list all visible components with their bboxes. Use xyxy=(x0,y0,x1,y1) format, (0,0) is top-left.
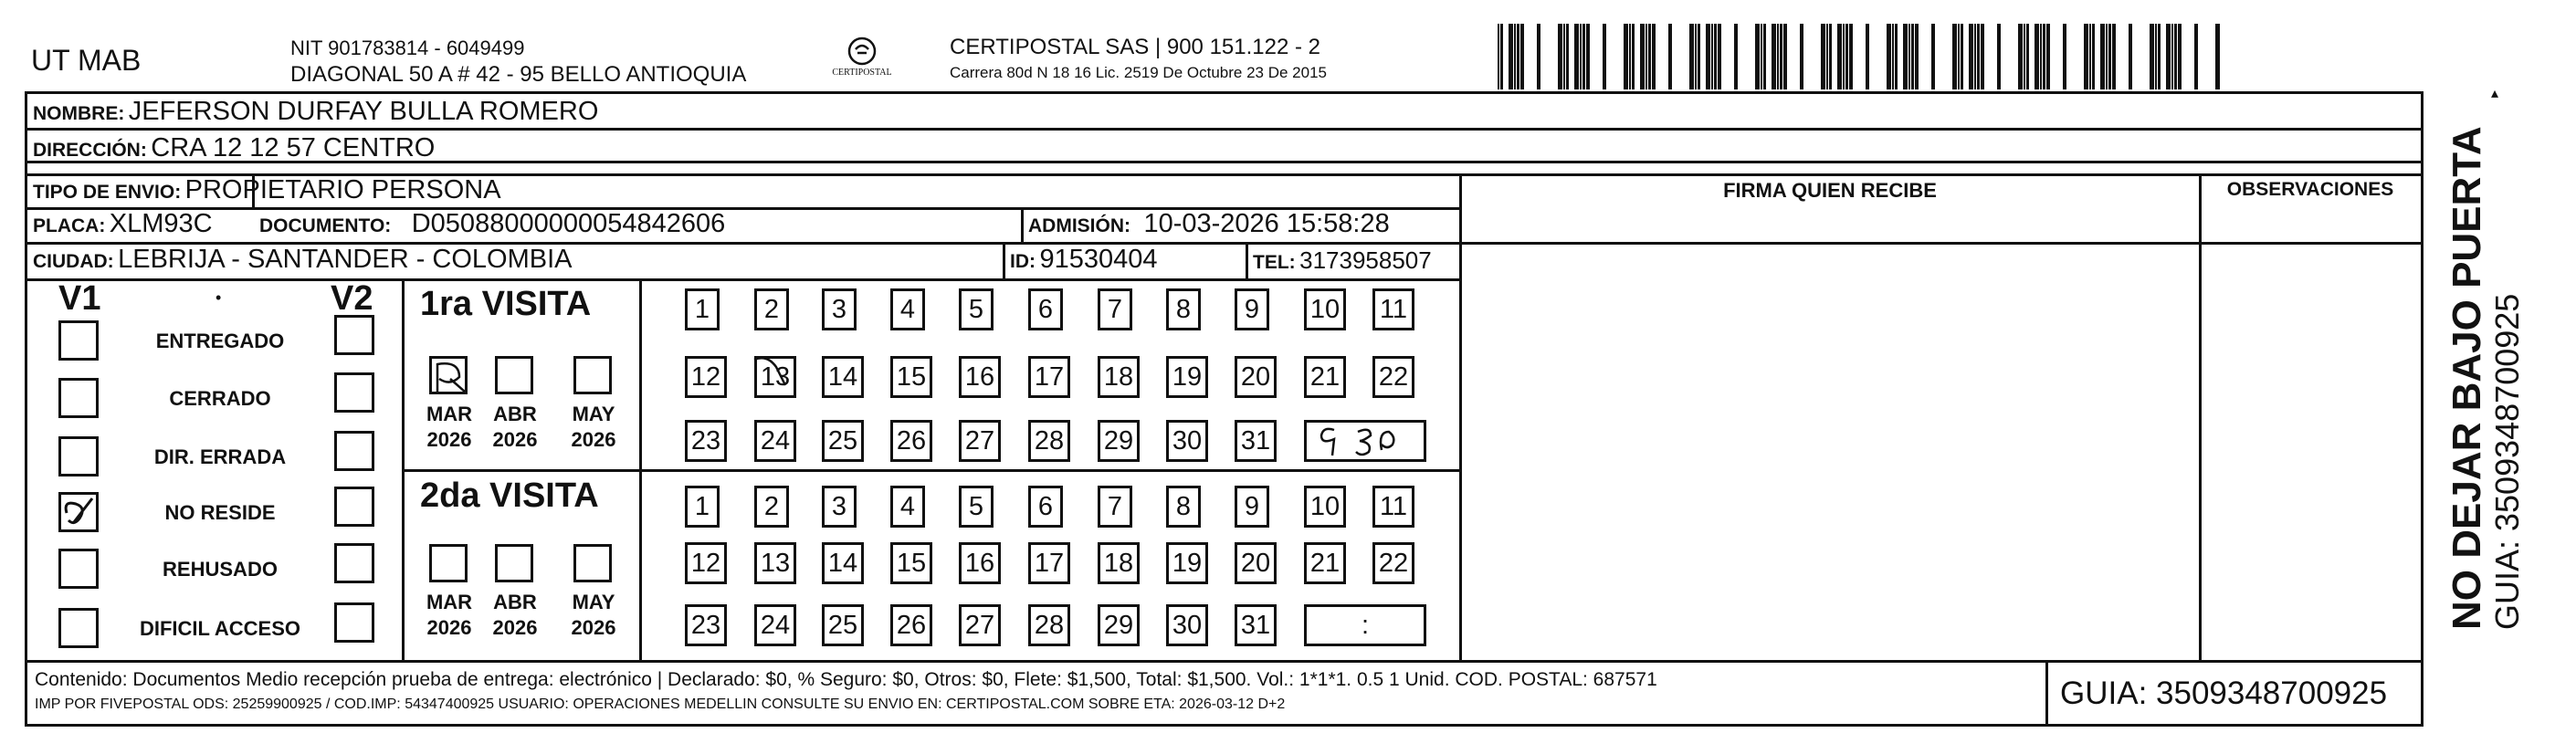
option-label-rehusado: REHUSADO xyxy=(163,558,278,581)
first-visit-day-5[interactable]: 5 xyxy=(959,288,994,330)
barcode-bar xyxy=(1603,24,1606,89)
firma-label: FIRMA QUIEN RECIBE xyxy=(1723,179,1937,202)
barcode-bar xyxy=(2150,24,2154,89)
barcode-bar xyxy=(2108,24,2111,89)
barcode-bar xyxy=(1849,24,1853,89)
second-visit-month-box[interactable] xyxy=(495,544,533,582)
first-visit-month-label: MAR 2026 xyxy=(426,403,473,451)
barcode-bar xyxy=(2106,24,2108,89)
first-visit-month-label: MAY 2026 xyxy=(571,403,616,451)
barcode-bar xyxy=(2100,24,2105,89)
barcode-bar xyxy=(2018,24,2023,89)
barcode-bar xyxy=(2112,24,2116,89)
footer-impresion: IMP POR FIVEPOSTAL ODS: 25259900925 / COD.IMP: 54347400925 USUARIO: OPERACIONES MEDELLIN CONSULTE SU ENVIO EN: CERTIPOSTAL.COM SOBRE ETA: 2026-03-12 D+2 xyxy=(35,696,1286,712)
second-visit-day-29[interactable]: 29 xyxy=(1098,604,1140,646)
first-visit-day-20[interactable]: 20 xyxy=(1235,356,1277,398)
barcode-bar xyxy=(1640,24,1645,89)
barcode-bar xyxy=(1780,24,1782,89)
second-visit-day-31[interactable]: 31 xyxy=(1235,604,1277,646)
first-visit-day-6[interactable]: 6 xyxy=(1028,288,1063,330)
v2-checkbox-cerrado[interactable] xyxy=(334,372,374,413)
barcode-bar xyxy=(2035,24,2039,89)
second-visit-month-label: ABR 2026 xyxy=(492,591,538,639)
barcode-bar xyxy=(2092,24,2095,89)
barcode-bar xyxy=(1500,24,1503,89)
barcode-bar xyxy=(1887,24,1891,89)
second-visit-day-2[interactable]: 2 xyxy=(754,486,789,528)
second-visit-day-17[interactable]: 17 xyxy=(1028,542,1070,584)
tel-row xyxy=(1253,246,1432,275)
courier-name: CERTIPOSTAL SAS | 900 151.122 - 2 xyxy=(950,35,1320,59)
barcode-bar xyxy=(2178,24,2182,89)
second-visit-time-box[interactable]: : xyxy=(1304,604,1426,646)
id-value: 91530404 xyxy=(1039,245,1158,274)
barcode-bar xyxy=(1903,24,1908,89)
first-visit-day-28[interactable]: 28 xyxy=(1028,420,1070,462)
barcode-bar xyxy=(1845,24,1848,89)
second-visit-day-7[interactable]: 7 xyxy=(1098,486,1132,528)
first-visit-day-17[interactable]: 17 xyxy=(1028,356,1070,398)
barcode-bar xyxy=(1514,24,1516,89)
second-visit-day-9[interactable]: 9 xyxy=(1235,486,1269,528)
first-visit-day-8[interactable]: 8 xyxy=(1166,288,1201,330)
barcode-bar xyxy=(1711,24,1713,89)
second-visit-day-30[interactable]: 30 xyxy=(1166,604,1208,646)
barcode-bar xyxy=(1509,24,1513,89)
v2-checkbox-dir-errada[interactable] xyxy=(334,431,374,471)
first-visit-day-2[interactable]: 2 xyxy=(754,288,789,330)
v2-checkbox-rehusado[interactable] xyxy=(334,543,374,583)
second-visit-day-24[interactable]: 24 xyxy=(754,604,796,646)
barcode-bar xyxy=(1520,24,1524,89)
first-visit-month-label: ABR 2026 xyxy=(492,403,538,451)
first-visit-day-16[interactable]: 16 xyxy=(959,356,1001,398)
barcode-bar xyxy=(2166,24,2171,89)
first-visit-day-13[interactable]: 13 xyxy=(754,356,796,398)
option-label-dificil-acceso: DIFICIL ACCESO xyxy=(139,617,300,640)
barcode-bar xyxy=(1706,24,1710,89)
admision-row xyxy=(1028,209,1390,239)
first-visit-day-10[interactable]: 10 xyxy=(1304,288,1346,330)
barcode xyxy=(1498,24,2228,89)
barcode-bar xyxy=(1580,24,1582,89)
second-visit-month-box[interactable] xyxy=(573,544,612,582)
admision-value: 10-03-2026 15:58:28 xyxy=(1143,209,1390,238)
barcode-bar xyxy=(1763,24,1766,89)
v1-checkbox-no-reside[interactable] xyxy=(58,492,99,532)
barcode-bar xyxy=(1772,24,1776,89)
documento-value: D05088000000054842606 xyxy=(411,209,726,238)
barcode-bar xyxy=(1668,24,1672,89)
v2-checkbox-no-reside[interactable] xyxy=(334,487,374,527)
logo-text: CERTIPOSTAL xyxy=(832,68,892,78)
second-visit-title: 2da VISITA xyxy=(420,476,599,515)
barcode-bar xyxy=(1915,24,1919,89)
barcode-bar xyxy=(1755,24,1760,89)
barcode-bar xyxy=(1574,24,1579,89)
first-visit-day-12[interactable]: 12 xyxy=(685,356,727,398)
first-visit-day-25[interactable]: 25 xyxy=(822,420,864,462)
barcode-bar xyxy=(1931,24,1935,89)
handwritten-time-icon xyxy=(1307,423,1424,459)
admision-label: ADMISIÓN: xyxy=(1028,215,1130,236)
barcode-bar xyxy=(1958,24,1960,89)
first-visit-day-26[interactable]: 26 xyxy=(890,420,932,462)
first-visit-time-box[interactable] xyxy=(1304,420,1426,462)
barcode-bar xyxy=(2043,24,2045,89)
barcode-bar xyxy=(1761,24,1762,89)
v2-label: V2 xyxy=(331,279,373,318)
first-visit-day-15[interactable]: 15 xyxy=(890,356,932,398)
first-visit-day-14[interactable]: 14 xyxy=(822,356,864,398)
side-warning xyxy=(2445,126,2526,630)
second-visit-day-23[interactable]: 23 xyxy=(685,604,727,646)
barcode-bar xyxy=(1558,24,1562,89)
barcode-bar xyxy=(1629,24,1631,89)
nombre-row xyxy=(33,97,598,127)
id-row xyxy=(1010,245,1157,275)
first-visit-day-4[interactable]: 4 xyxy=(890,288,925,330)
tipo-row xyxy=(33,175,501,205)
second-visit-day-26[interactable]: 26 xyxy=(890,604,932,646)
second-visit-day-15[interactable]: 15 xyxy=(890,542,932,584)
ciudad-row xyxy=(33,245,573,275)
barcode-bar xyxy=(1961,24,1963,89)
first-visit-day-7[interactable]: 7 xyxy=(1098,288,1132,330)
barcode-bar xyxy=(1908,24,1910,89)
barcode-bar xyxy=(1645,24,1647,89)
v1-checkbox-dir-errada[interactable] xyxy=(58,436,99,476)
placa-value: XLM93C xyxy=(109,209,213,238)
barcode-bar xyxy=(1698,24,1700,89)
second-visit-day-18[interactable]: 18 xyxy=(1098,542,1140,584)
barcode-bar xyxy=(1586,24,1590,89)
option-label-entregado: ENTREGADO xyxy=(155,330,285,352)
barcode-bar xyxy=(1892,24,1894,89)
second-visit-day-28[interactable]: 28 xyxy=(1028,604,1070,646)
barcode-bar xyxy=(1734,24,1738,89)
second-visit-day-19[interactable]: 19 xyxy=(1166,542,1208,584)
barcode-bar xyxy=(2215,24,2220,89)
second-visit-day-16[interactable]: 16 xyxy=(959,542,1001,584)
courier-logo xyxy=(817,35,907,86)
tipo-label: TIPO DE ENVIO: xyxy=(33,182,182,203)
id-label: ID: xyxy=(1010,251,1036,272)
barcode-bar xyxy=(1974,24,1976,89)
barcode-bar xyxy=(1624,24,1628,89)
barcode-bar xyxy=(1714,24,1717,89)
barcode-bar xyxy=(1829,24,1832,89)
barcode-bar xyxy=(1826,24,1828,89)
v1-label: V1 xyxy=(58,279,101,318)
handwritten-mark-icon xyxy=(432,359,468,395)
barcode-bar xyxy=(2084,24,2088,89)
second-visit-day-13[interactable]: 13 xyxy=(754,542,796,584)
first-visit-day-1[interactable]: 1 xyxy=(685,288,720,330)
second-visit-day-8[interactable]: 8 xyxy=(1166,486,1201,528)
option-label-dir-errada: DIR. ERRADA xyxy=(153,445,287,468)
barcode-bar xyxy=(1689,24,1694,89)
second-visit-day-27[interactable]: 27 xyxy=(959,604,1001,646)
placa-label: PLACA: xyxy=(33,215,106,236)
barcode-bar xyxy=(1843,24,1845,89)
first-visit-day-9[interactable]: 9 xyxy=(1235,288,1269,330)
corner-mark: ▴ xyxy=(2491,86,2499,101)
second-visit-day-21[interactable]: 21 xyxy=(1304,542,1346,584)
sender-address: DIAGONAL 50 A # 42 - 95 BELLO ANTIOQUIA xyxy=(290,62,747,87)
first-visit-day-11[interactable]: 11 xyxy=(1372,288,1414,330)
barcode-bar xyxy=(1718,24,1721,89)
first-visit-title: 1ra VISITA xyxy=(420,285,592,323)
side-guia: GUIA: 3509348700925 xyxy=(2488,293,2526,630)
barcode-bar xyxy=(1821,24,1825,89)
side-title: NO DEJAR BAJO PUERTA xyxy=(2445,126,2489,630)
barcode-bar xyxy=(2024,24,2025,89)
barcode-bar xyxy=(1952,24,1957,89)
v1-checkbox-cerrado[interactable] xyxy=(58,378,99,418)
second-visit-day-22[interactable]: 22 xyxy=(1372,542,1414,584)
first-visit-day-24[interactable]: 24 xyxy=(754,420,796,462)
first-visit-day-30[interactable]: 30 xyxy=(1166,420,1208,462)
v1-checkbox-rehusado[interactable] xyxy=(58,549,99,589)
second-visit-month-label: MAY 2026 xyxy=(571,591,616,639)
placa-row xyxy=(33,209,213,239)
barcode-bar xyxy=(2194,24,2198,89)
observaciones-label: OBSERVACIONES xyxy=(2226,179,2394,200)
v2-checkbox-entregado[interactable] xyxy=(334,315,374,355)
barcode-bar xyxy=(2174,24,2177,89)
first-visit-day-19[interactable]: 19 xyxy=(1166,356,1208,398)
documento-row xyxy=(259,209,725,239)
tipo-value: PROPIETARIO PERSONA xyxy=(184,175,501,204)
barcode-bar xyxy=(1632,24,1635,89)
barcode-bar xyxy=(2171,24,2173,89)
barcode-bar xyxy=(1981,24,1984,89)
check-mark-icon xyxy=(61,495,96,529)
second-visit-day-6[interactable]: 6 xyxy=(1028,486,1063,528)
direccion-row xyxy=(33,133,435,163)
barcode-bar xyxy=(1911,24,1914,89)
barcode-bar xyxy=(1537,24,1540,89)
barcode-bar xyxy=(1695,24,1697,89)
ciudad-value: LEBRIJA - SANTANDER - COLOMBIA xyxy=(118,245,573,274)
first-visit-day-31[interactable]: 31 xyxy=(1235,420,1277,462)
second-visit-day-10[interactable]: 10 xyxy=(1304,486,1346,528)
v1-checkbox-entregado[interactable] xyxy=(58,320,99,361)
first-visit-day-22[interactable]: 22 xyxy=(1372,356,1414,398)
first-visit-day-21[interactable]: 21 xyxy=(1304,356,1346,398)
courier-address: Carrera 80d N 18 16 Lic. 2519 De Octubre 23 De 2015 xyxy=(950,64,1327,81)
barcode-bar xyxy=(1648,24,1651,89)
first-visit-month-box[interactable] xyxy=(429,356,468,394)
barcode-bar xyxy=(2158,24,2161,89)
second-visit-day-5[interactable]: 5 xyxy=(959,486,994,528)
nombre-label: NOMBRE: xyxy=(33,103,125,124)
barcode-bar xyxy=(1895,24,1898,89)
second-visit-day-25[interactable]: 25 xyxy=(822,604,864,646)
direccion-label: DIRECCIÓN: xyxy=(33,140,147,161)
second-visit-day-11[interactable]: 11 xyxy=(1372,486,1414,528)
first-visit-day-23[interactable]: 23 xyxy=(685,420,727,462)
documento-label: DOCUMENTO: xyxy=(259,215,392,236)
ciudad-label: CIUDAD: xyxy=(33,251,114,272)
barcode-bar xyxy=(2155,24,2157,89)
tel-value: 3173958507 xyxy=(1299,246,1432,274)
second-visit-day-1[interactable]: 1 xyxy=(685,486,720,528)
barcode-bar xyxy=(1837,24,1842,89)
barcode-bar xyxy=(1563,24,1565,89)
day-13-mark-icon xyxy=(751,354,796,391)
barcode-bar xyxy=(2026,24,2029,89)
first-visit-day-3[interactable]: 3 xyxy=(822,288,857,330)
barcode-bar xyxy=(1652,24,1656,89)
first-visit-day-27[interactable]: 27 xyxy=(959,420,1001,462)
barcode-bar xyxy=(2129,24,2132,89)
barcode-bar xyxy=(1866,24,1869,89)
second-visit-day-4[interactable]: 4 xyxy=(890,486,925,528)
second-visit-month-label: MAR 2026 xyxy=(426,591,473,639)
barcode-bar xyxy=(1977,24,1980,89)
barcode-bar xyxy=(1997,24,2001,89)
second-visit-day-20[interactable]: 20 xyxy=(1235,542,1277,584)
barcode-bar xyxy=(1498,24,1499,89)
second-visit-day-14[interactable]: 14 xyxy=(822,542,864,584)
barcode-bar xyxy=(1517,24,1519,89)
barcode-bar xyxy=(2040,24,2042,89)
barcode-bar xyxy=(1777,24,1779,89)
sender-company: UT MAB xyxy=(31,44,142,77)
barcode-bar xyxy=(2089,24,2091,89)
footer-contenido: Contenido: Documentos Medio recepción prueba de entrega: electrónico | Declarado: $0, % Seguro: $0, Otros: $0, Flete: $1,500, Total: $1,500. Vol.: 1*1*1. 0.5 1 Unid. COD. POSTAL: 687571 xyxy=(35,669,1657,690)
first-visit-day-18[interactable]: 18 xyxy=(1098,356,1140,398)
second-visit-month-box[interactable] xyxy=(429,544,468,582)
option-label-cerrado: CERRADO xyxy=(169,387,271,410)
v2-checkbox-dificil-acceso[interactable] xyxy=(334,602,374,643)
sender-nit: NIT 901783814 - 6049499 xyxy=(290,37,525,59)
option-label-no-reside: NO RESIDE xyxy=(164,501,276,524)
barcode-bar xyxy=(1566,24,1569,89)
barcode-bar xyxy=(2046,24,2050,89)
direccion-value: CRA 12 12 57 CENTRO xyxy=(151,133,436,162)
barcode-bar xyxy=(1800,24,1803,89)
second-visit-day-3[interactable]: 3 xyxy=(822,486,857,528)
logo-icon xyxy=(817,35,907,86)
footer-guia: GUIA: 3509348700925 xyxy=(2060,675,2388,711)
barcode-bar xyxy=(1582,24,1585,89)
barcode-bar xyxy=(2063,24,2066,89)
first-visit-month-box[interactable] xyxy=(573,356,612,394)
nombre-value: JEFERSON DURFAY BULLA ROMERO xyxy=(128,97,599,126)
v1-checkbox-dificil-acceso[interactable] xyxy=(58,608,99,648)
second-visit-day-12[interactable]: 12 xyxy=(685,542,727,584)
barcode-bar xyxy=(1969,24,1973,89)
barcode-bar xyxy=(1783,24,1787,89)
first-visit-month-box[interactable] xyxy=(495,356,533,394)
first-visit-day-29[interactable]: 29 xyxy=(1098,420,1140,462)
tel-label: TEL: xyxy=(1253,252,1296,273)
